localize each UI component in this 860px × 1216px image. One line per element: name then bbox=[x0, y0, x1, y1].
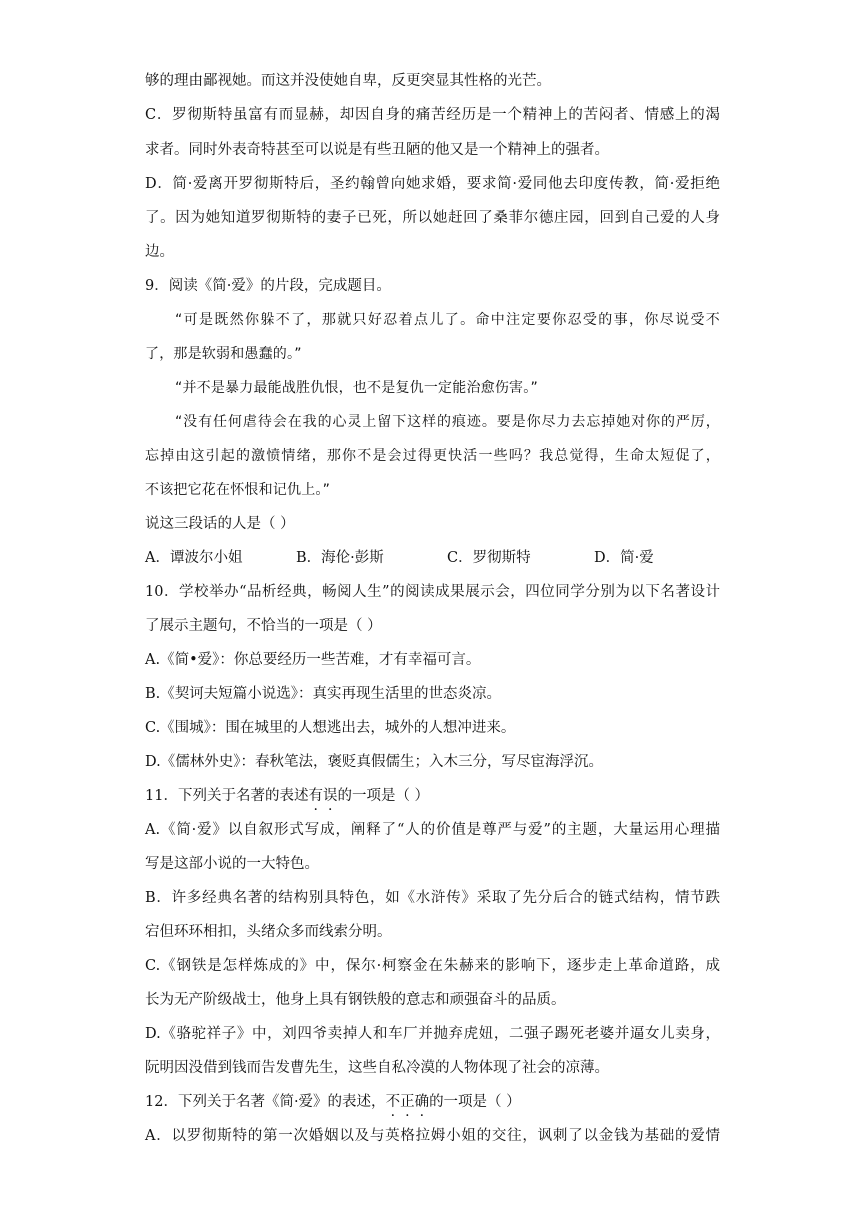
option-a: A.《简•爱》：你总要经历一些苦难，才有幸福可言。 bbox=[145, 652, 481, 668]
question-12-prefix: 12．下列关于名著《简·爱》的表述， bbox=[145, 1094, 386, 1110]
emphasis-char: 误 bbox=[322, 788, 338, 804]
option-b: B．许多经典名著的结构别具特色，如《水浒传》采取了先分后合的链式结构，情节跌 bbox=[145, 890, 720, 906]
question-11-suffix: 的一项是（ ） bbox=[337, 788, 430, 804]
option-a: A．谭波尔小姐 bbox=[145, 550, 243, 566]
option-c: C.《围城》：围在城里的人想逃出去，城外的人想冲进来。 bbox=[145, 720, 516, 736]
option-b: B.《契诃夫短篇小说选》：真实再现生活里的世态炎凉。 bbox=[145, 686, 502, 702]
option-c: C．罗彻斯特 bbox=[447, 550, 531, 566]
quote-line: 忘掉由这引起的激愤情绪，那你不是会过得更快活一些吗？我总觉得，生命太短促了， bbox=[145, 448, 720, 464]
question-9-stem: 说这三段话的人是（ ） bbox=[145, 516, 295, 532]
question-9: 9．阅读《简·爱》的片段，完成题目。 bbox=[145, 278, 391, 294]
emphasis-char: 确 bbox=[414, 1094, 430, 1110]
quote-line: 不该把它花在怀恨和记仇上。” bbox=[145, 482, 331, 498]
option-d: D.《骆驼祥子》中，刘四爷卖掉人和车厂并抛弃虎妞，二强子踢死老婆并逼女儿卖身， bbox=[145, 1026, 720, 1042]
question-10-stem: 了展示主题句，不恰当的一项是（ ） bbox=[145, 618, 382, 634]
quote-line: “可是既然你躲不了，那就只好忍着点儿了。命中注定要你忍受的事，你尽说受不 bbox=[175, 312, 720, 328]
text-line: 长为无产阶级战士，他身上具有钢铁般的意志和顽强奋斗的品质。 bbox=[145, 992, 566, 1008]
question-9-options bbox=[145, 548, 720, 568]
question-11 bbox=[145, 786, 720, 806]
text-line: 阮明因没借到钱而告发曹先生，这些自私冷漠的人物体现了社会的凉薄。 bbox=[145, 1060, 609, 1076]
text-line: 了。因为她知道罗彻斯特的妻子已死，所以她赶回了桑菲尔德庄园，回到自己爱的人身 bbox=[145, 210, 720, 226]
option-b: B．海伦·彭斯 bbox=[296, 550, 384, 566]
option-d: D.《儒林外史》：春秋笔法，褒贬真假儒生；入木三分，写尽宦海浮沉。 bbox=[145, 754, 603, 770]
option-c-line: C．罗彻斯特虽富有而显赫，却因自身的痛苦经历是一个精神上的苦闷者、情感上的渴 bbox=[145, 107, 720, 123]
emphasis-char: 不 bbox=[385, 1094, 401, 1110]
option-d: D．简·爱 bbox=[594, 550, 654, 566]
quote-line: 了，那是软弱和愚蠢的。” bbox=[145, 346, 302, 362]
question-10: 10．学校举办“品析经典，畅阅人生”的阅读成果展示会，四位同学分别为以下名著设计 bbox=[145, 584, 720, 600]
question-12 bbox=[145, 1092, 720, 1112]
option-a: A.《简·爱》以自叙形式写成，阐释了“人的价值是尊严与爱”的主题，大量运用心理描 bbox=[145, 822, 720, 838]
text-line: 边。 bbox=[145, 244, 174, 260]
text-line: 写是这部小说的一大特色。 bbox=[145, 856, 319, 872]
quote-line: “并不是暴力最能战胜仇恨，也不是复仇一定能治愈伤害。” bbox=[175, 380, 538, 396]
text-line: 求者。同时外表奇特甚至可以说是有些丑陋的他又是一个精神上的强者。 bbox=[145, 142, 609, 158]
emphasis-char: 正 bbox=[400, 1094, 415, 1110]
option-c: C.《钢铁是怎样炼成的》中，保尔·柯察金在朱赫来的影响下，逐步走上革命道路，成 bbox=[145, 958, 720, 974]
question-12-suffix: 的一项是（ ） bbox=[429, 1094, 521, 1110]
emphasis-char: 有 bbox=[308, 788, 323, 804]
option-d-line: D．简·爱离开罗彻斯特后，圣约翰曾向她求婚，要求简·爱同他去印度传教，简·爱拒绝 bbox=[145, 176, 720, 192]
text-line: 宕但环环相扣，头绪众多而线索分明。 bbox=[145, 924, 392, 940]
question-11-prefix: 11．下列关于名著的表述 bbox=[145, 788, 309, 804]
text-line: 够的理由鄙视她。而这并没使她自卑，反更突显其性格的光芒。 bbox=[145, 73, 551, 89]
option-a: A．以罗彻斯特的第一次婚姻以及与英格拉姆小姐的交往，讽刺了以金钱为基础的爱情 bbox=[145, 1128, 720, 1144]
quote-line: “没有任何虐待会在我的心灵上留下这样的痕迹。要是你尽力去忘掉她对你的严厉， bbox=[175, 414, 720, 430]
